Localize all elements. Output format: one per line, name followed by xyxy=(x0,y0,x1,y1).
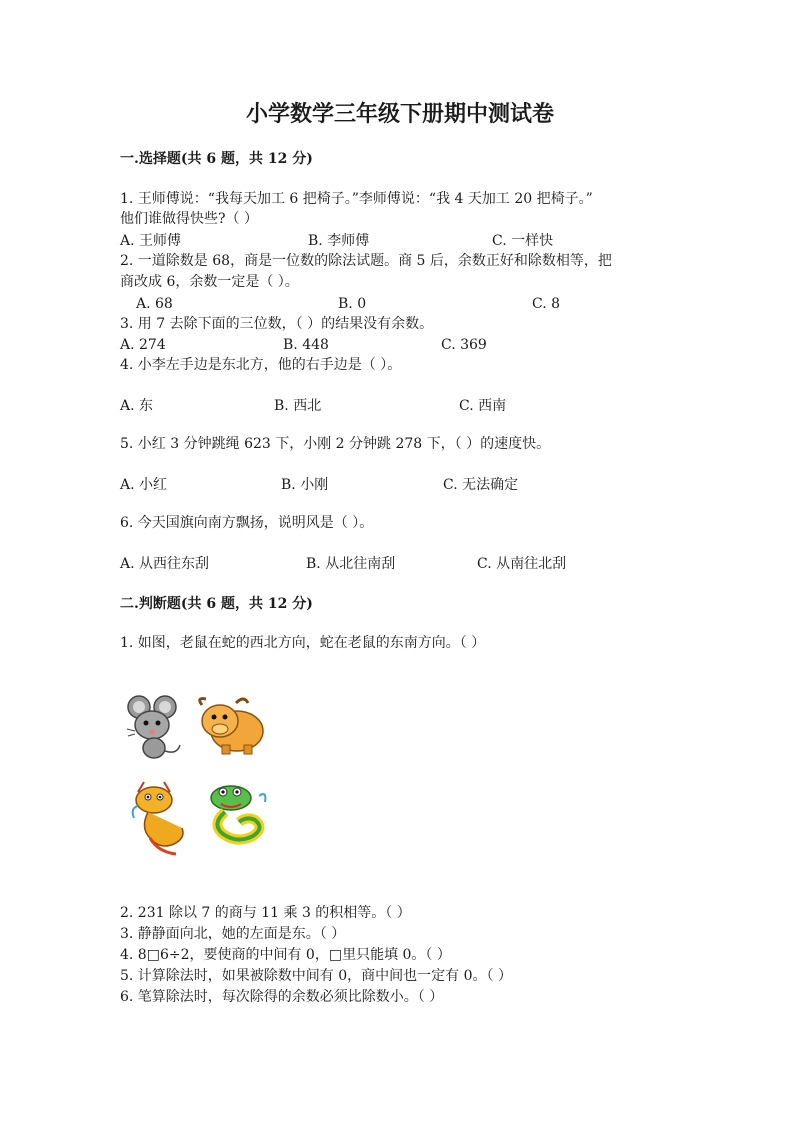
judgement-1: 1. 如图，老鼠在蛇的西北方向，蛇在老鼠的东南方向。（ ） xyxy=(120,635,486,651)
question-1-option-c: C. 一样快 xyxy=(492,233,554,249)
question-2-line-1: 2. 一道除数是 68，商是一位数的除法试题。商 5 后，余数正好和除数相等，把 xyxy=(120,253,612,269)
question-5-line-1: 5. 小红 3 分钟跳绳 623 下，小刚 2 分钟跳 278 下，（ ）的速度快。 xyxy=(120,436,551,452)
judgement-3: 3. 静静面向北，她的左面是东。（ ） xyxy=(120,926,346,942)
question-3-option-c: C. 369 xyxy=(441,337,487,353)
question-2-line-2: 商改成 6，余数一定是（ ）。 xyxy=(120,274,299,290)
ox-picture xyxy=(192,695,267,757)
section-heading-choice: 一.选择题(共 6 题，共 12 分) xyxy=(120,151,313,167)
question-1-line-2: 他们谁做得快些?（ ） xyxy=(120,211,258,227)
question-5-option-b: B. 小刚 xyxy=(281,477,329,493)
question-5-option-c: C. 无法确定 xyxy=(443,477,519,493)
judgement-6: 6. 笔算除法时，每次除得的余数必须比除数小。（ ） xyxy=(120,989,444,1005)
question-1-line-1: 1. 王师傅说：“我每天加工 6 把椅子。”李师傅说：“我 4 天加工 20 把椅子。” xyxy=(120,191,593,207)
question-3-line-1: 3. 用 7 去除下面的三位数，（ ）的结果没有余数。 xyxy=(120,316,434,332)
question-5-option-a: A. 小红 xyxy=(120,477,168,493)
question-4-option-b: B. 西北 xyxy=(274,398,322,414)
question-6-line-1: 6. 今天国旗向南方飘扬，说明风是（ ）。 xyxy=(120,515,374,531)
snake-picture xyxy=(205,782,275,848)
question-2-option-b: B. 0 xyxy=(338,296,367,312)
question-4-option-c: C. 西南 xyxy=(459,398,507,414)
question-4-option-a: A. 东 xyxy=(120,398,154,414)
question-1-option-a: A. 王师傅 xyxy=(120,233,182,249)
question-2-option-a: A. 68 xyxy=(136,296,173,312)
question-6-option-c: C. 从南往北刮 xyxy=(477,556,567,572)
question-6-option-b: B. 从北往南刮 xyxy=(306,556,396,572)
question-2-option-c: C. 8 xyxy=(532,296,561,312)
question-4-line-1: 4. 小李左手边是东北方，他的右手边是（ ）。 xyxy=(120,357,402,373)
judgement-4: 4. 8□6÷2，要使商的中间有 0，□里只能填 0。（ ） xyxy=(120,947,451,963)
question-6-option-a: A. 从西往东刮 xyxy=(120,556,210,572)
question-1-option-b: B. 李师傅 xyxy=(308,233,370,249)
question-3-option-a: A. 274 xyxy=(120,337,166,353)
question-3-option-b: B. 448 xyxy=(283,337,329,353)
mouse-picture xyxy=(125,693,185,763)
page-title: 小学数学三年级下册期中测试卷 xyxy=(245,101,554,127)
judgement-5: 5. 计算除法时，如果被除数中间有 0，商中间也一定有 0。（ ） xyxy=(120,968,512,984)
dragon-picture xyxy=(130,778,194,858)
judgement-2: 2. 231 除以 7 的商与 11 乘 3 的积相等。（ ） xyxy=(120,905,411,921)
section-heading-judgement: 二.判断题(共 6 题，共 12 分) xyxy=(120,596,313,612)
